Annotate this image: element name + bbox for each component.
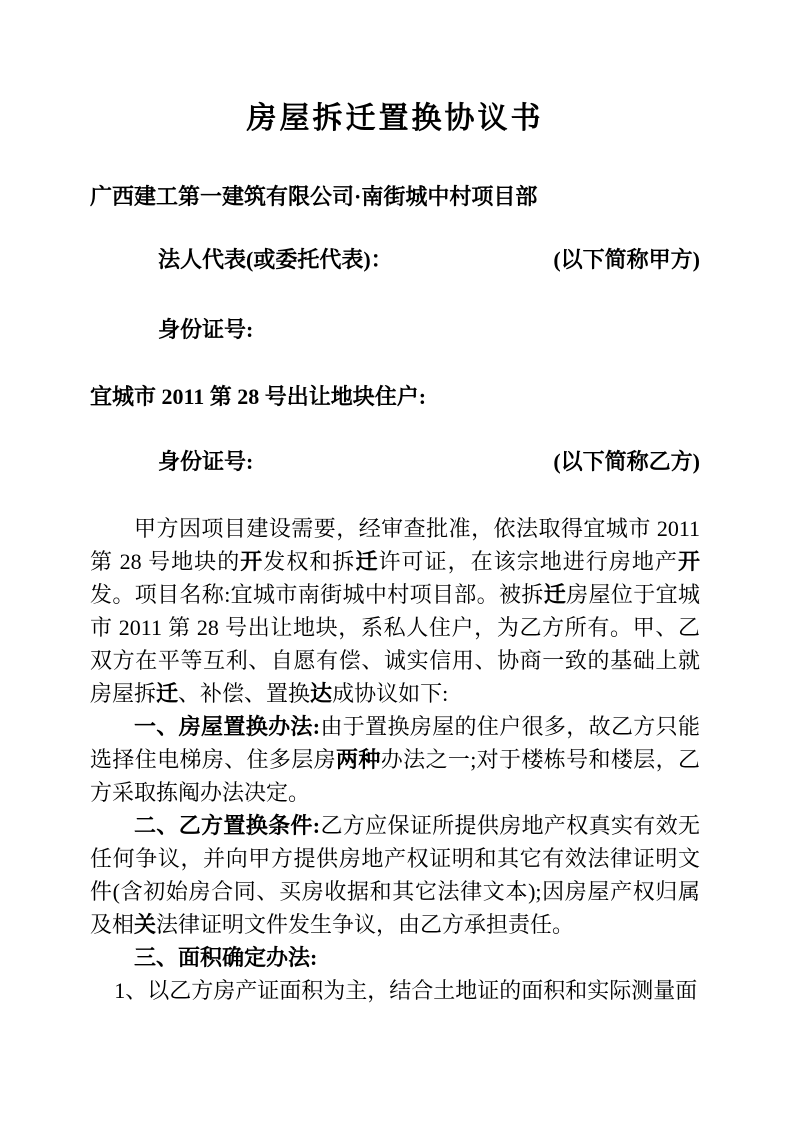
paragraph [90, 809, 700, 941]
bold-text-run: 迁 [156, 681, 179, 706]
paragraph [90, 512, 700, 710]
company-line: 广西建工第一建筑有限公司·南街城中村项目部 [90, 184, 538, 209]
text-run: 乙方应保证所提供房地产权真实有效无任何争议，并向甲方提供房地产权证明和其它有效法律证明文件(含初始房合同、买房收据和其它法律文本);因房屋产权归属及相 [90, 813, 700, 937]
bold-text-run: 三、面积确定办法: [134, 945, 318, 970]
paragraph [90, 974, 700, 1007]
text-run: 、补偿、置换 [178, 681, 311, 706]
bold-text-run: 一、房屋置换办法: [134, 714, 321, 739]
text-run: 办法之一;对于楼栋号和楼层，乙方采取拣阄办法决定。 [90, 747, 700, 805]
id-number-label-party-b: 身份证号: [158, 449, 254, 474]
text-run: 法律证明文件发生争议，由乙方承担责任。 [156, 912, 575, 937]
text-run: 发。项目名称:宜城市南街城中村项目部。被拆 [90, 582, 544, 607]
paragraph [90, 941, 700, 974]
bold-text-run: 两种 [336, 747, 381, 772]
document-title: 房屋拆迁置换协议书 [246, 102, 544, 135]
bold-text-run: 关 [134, 912, 157, 937]
land-parcel-resident-line: 宜城市 2011 第 28 号出让地块住户: [90, 384, 427, 409]
bold-text-run: 开 [677, 549, 700, 574]
text-run: 许可证，在该宗地进行房地产 [378, 549, 678, 574]
paragraph [90, 710, 700, 809]
bold-text-run: 达 [310, 681, 333, 706]
party-a-note: (以下简称甲方) [553, 247, 700, 272]
legal-rep-label: 法人代表(或委托代表)： [158, 247, 393, 272]
bold-text-run: 迁 [355, 549, 379, 574]
text-run: 房屋位于宜城市 2011 第 28 号出让地块，系私人住户，为乙方所有。甲、乙双方在平等互利、自愿有偿、诚实信用、协商一致的基础上就房屋拆 [90, 582, 700, 706]
id-number-label-party-a: 身份证号: [158, 317, 254, 342]
bold-text-run: 开 [240, 549, 264, 574]
text-run: 成协议如下: [332, 681, 449, 706]
id-number-row-party-b [90, 449, 700, 475]
text-run: 发权和拆 [263, 549, 356, 574]
bold-text-run: 迁 [543, 582, 567, 607]
text-run: 1、以乙方房产证面积为主，结合土地证的面积和实际测量面 [114, 978, 698, 1003]
body-paragraphs [90, 512, 700, 1007]
bold-text-run: 二、乙方置换条件: [134, 813, 321, 838]
text-run: 甲方因项目建设需要，经审查批准，依法取得宜城市 2011 第 28 号地块的 [90, 516, 700, 574]
legal-rep-row [90, 247, 700, 273]
text-run: 由于置换房屋的住户很多，故乙方只能选择住电梯房、住多层房 [90, 714, 700, 772]
party-b-note: (以下简称乙方) [553, 449, 700, 474]
